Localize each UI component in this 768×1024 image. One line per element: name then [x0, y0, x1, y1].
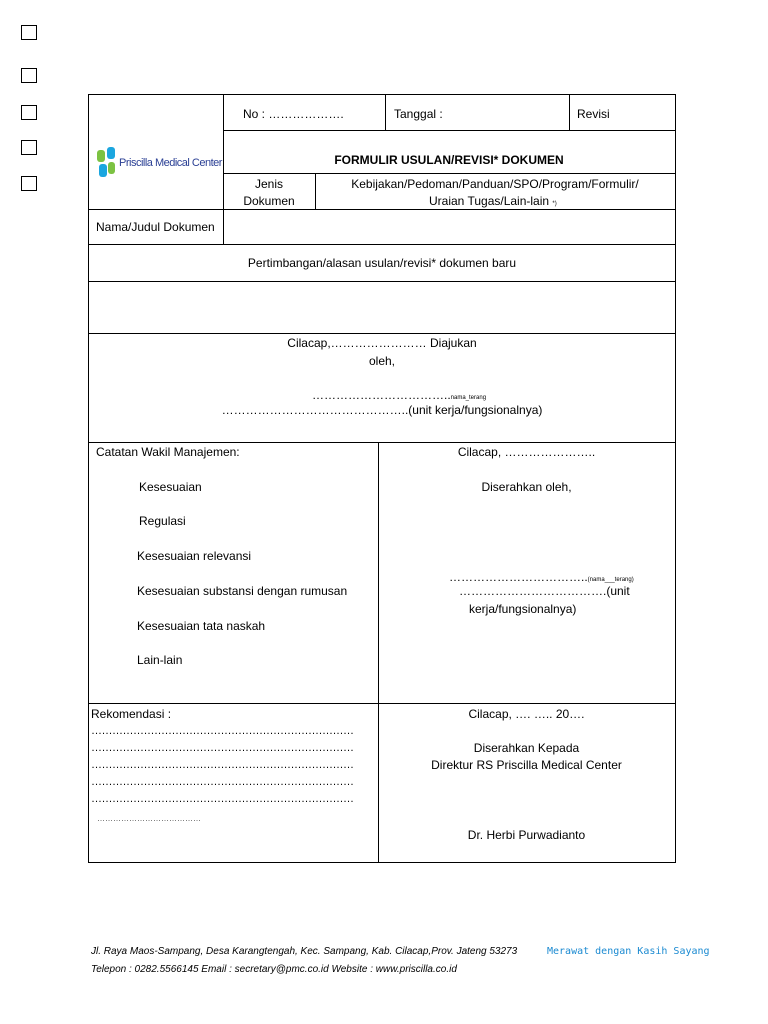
kepada-signer: Dr. Herbi Purwadianto	[467, 828, 586, 842]
rekomendasi-line[interactable]: …………………………………………………………………	[91, 725, 354, 737]
rekomendasi-line[interactable]: …………………………………………………………………	[91, 793, 354, 805]
diajukan-unit: ………………………………………..(unit kerja/fungsionalnya)	[221, 403, 543, 417]
logo-mark-icon	[97, 147, 117, 181]
rekomendasi-line[interactable]: …………………………………………………………………	[91, 776, 354, 788]
diserahkan-unit-1: ……………………………….(unit	[459, 584, 630, 598]
diserahkan-unit-2: kerja/fungsionalnya)	[469, 602, 577, 616]
catatan-item: Lain-lain	[137, 653, 183, 667]
diajukan-oleh: oleh,	[368, 354, 396, 368]
catatan-item: Kesesuaian substansi dengan rumusan	[137, 584, 348, 598]
diserahkan-oleh: Diserahkan oleh,	[481, 480, 572, 494]
catatan-item: Kesesuaian	[139, 480, 202, 494]
checkbox-3[interactable]	[21, 105, 37, 120]
checkbox-1[interactable]	[21, 25, 37, 40]
jenis-label-1: Jenis	[254, 177, 283, 191]
rekomendasi-line[interactable]: …………………………………	[97, 814, 201, 823]
revision-field[interactable]: Revisi	[577, 107, 610, 121]
diserahkan-date: Cilacap, …………………..	[457, 445, 596, 459]
form-title: FORMULIR USULAN/REVISI* DOKUMEN	[334, 153, 564, 167]
rekomendasi-line[interactable]: …………………………………………………………………	[91, 742, 354, 754]
footer-contact: Telepon : 0282.5566145 Email : secretary@pmc.co.id Website : www.priscilla.co.id	[91, 964, 457, 975]
catatan-item: Kesesuaian tata naskah	[137, 619, 266, 633]
hospital-logo	[97, 147, 227, 181]
catatan-title: Catatan Wakil Manajemen:	[96, 445, 240, 459]
diserahkan-signature[interactable]: ……………………………..(nama___terang)	[449, 570, 634, 584]
jenis-options-1: Kebijakan/Pedoman/Panduan/SPO/Program/Formulir/	[351, 177, 639, 191]
nama-dokumen-input[interactable]	[224, 210, 674, 243]
usulan-revisi-form	[88, 94, 676, 863]
checkbox-4[interactable]	[21, 140, 37, 155]
pertimbangan-label: Pertimbangan/alasan usulan/revisi* dokumen baru	[247, 256, 517, 270]
jenis-options-2: Uraian Tugas/Lain-lain *)	[429, 194, 557, 208]
kepada-date: Cilacap, …. ….. 20….	[468, 707, 585, 721]
catatan-item: Kesesuaian relevansi	[137, 549, 252, 563]
rekomendasi-line[interactable]: …………………………………………………………………	[91, 759, 354, 771]
diajukan-date: Cilacap,…………………… Diajukan	[287, 336, 477, 350]
footer-motto: Merawat dengan Kasih Sayang	[547, 946, 710, 957]
document-number-field[interactable]: No : ……………….	[243, 107, 344, 121]
jenis-label-2: Dokumen	[243, 194, 295, 208]
date-field[interactable]: Tanggal :	[394, 107, 443, 121]
catatan-item: Regulasi	[139, 514, 186, 528]
diajukan-signature[interactable]: ……………………………..nama_terang	[312, 388, 487, 402]
checkbox-5[interactable]	[21, 176, 37, 191]
rekomendasi-title: Rekomendasi :	[91, 707, 172, 721]
kepada-line1: Diserahkan Kepada	[473, 741, 580, 755]
nama-dokumen-label: Nama/Judul Dokumen	[96, 220, 215, 234]
footer-address: Jl. Raya Maos-Sampang, Desa Karangtengah, Kec. Sampang, Kab. Cilacap,Prov. Jateng 53273	[91, 946, 518, 957]
logo-text: Priscilla Medical Center	[119, 157, 222, 169]
kepada-line2: Direktur RS Priscilla Medical Center	[431, 758, 622, 772]
checkbox-2[interactable]	[21, 68, 37, 83]
pertimbangan-input[interactable]	[90, 282, 674, 332]
